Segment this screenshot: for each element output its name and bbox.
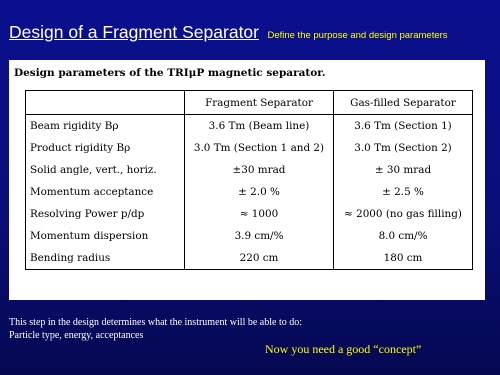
fragment-value: 3.9 cm/% [185, 225, 334, 247]
header-cell-gas-filled-separator: Gas-filled Separator [334, 91, 473, 115]
gas-filled-value: 3.0 Tm (Section 2) [334, 137, 473, 159]
fragment-value: ± 2.0 % [185, 181, 334, 203]
table-row [26, 225, 473, 247]
gas-filled-value: ≈ 2000 (no gas filling) [334, 203, 473, 225]
parameters-panel [9, 60, 485, 300]
fragment-value: 3.0 Tm (Section 1 and 2) [185, 137, 334, 159]
table-row [26, 181, 473, 203]
table-row [26, 203, 473, 225]
table-row [26, 159, 473, 181]
gas-filled-value: 8.0 cm/% [334, 225, 473, 247]
fragment-value: ≈ 1000 [185, 203, 334, 225]
row-label: Product rigidity Bρ [26, 137, 185, 159]
fragment-value: 3.6 Tm (Beam line) [185, 115, 334, 138]
row-label: Momentum acceptance [26, 181, 185, 203]
row-label: Solid angle, vert., horiz. [26, 159, 185, 181]
row-label: Beam rigidity Bρ [26, 115, 185, 138]
table-row [26, 115, 473, 138]
gas-filled-value: 180 cm [334, 247, 473, 270]
row-label: Bending radius [26, 247, 185, 270]
design-note-line: Particle type, energy, acceptances [9, 330, 144, 341]
row-label: Resolving Power p/dp [26, 203, 185, 225]
slide-title: Design of a Fragment Separator [9, 22, 259, 42]
slide-subtitle: Define the purpose and design parameters [267, 30, 448, 41]
header-cell-parameter [26, 91, 185, 115]
row-label: Momentum dispersion [26, 225, 185, 247]
table-row [26, 137, 473, 159]
gas-filled-value: ± 2.5 % [334, 181, 473, 203]
fragment-value: ±30 mrad [185, 159, 334, 181]
design-note [9, 316, 302, 342]
gas-filled-value: 3.6 Tm (Section 1) [334, 115, 473, 138]
table-caption: Design parameters of the TRIμP magnetic separator. [14, 67, 326, 79]
concept-callout: Now you need a good “concept” [265, 342, 422, 356]
fragment-value: 220 cm [185, 247, 334, 270]
table-header-row [26, 91, 473, 115]
design-note-line: This step in the design determines what the instrument will be able to do: [9, 317, 302, 328]
design-parameters-table [25, 90, 473, 270]
header-cell-fragment-separator: Fragment Separator [185, 91, 334, 115]
slide-title-block [9, 22, 448, 43]
gas-filled-value: ± 30 mrad [334, 159, 473, 181]
table-row [26, 247, 473, 270]
